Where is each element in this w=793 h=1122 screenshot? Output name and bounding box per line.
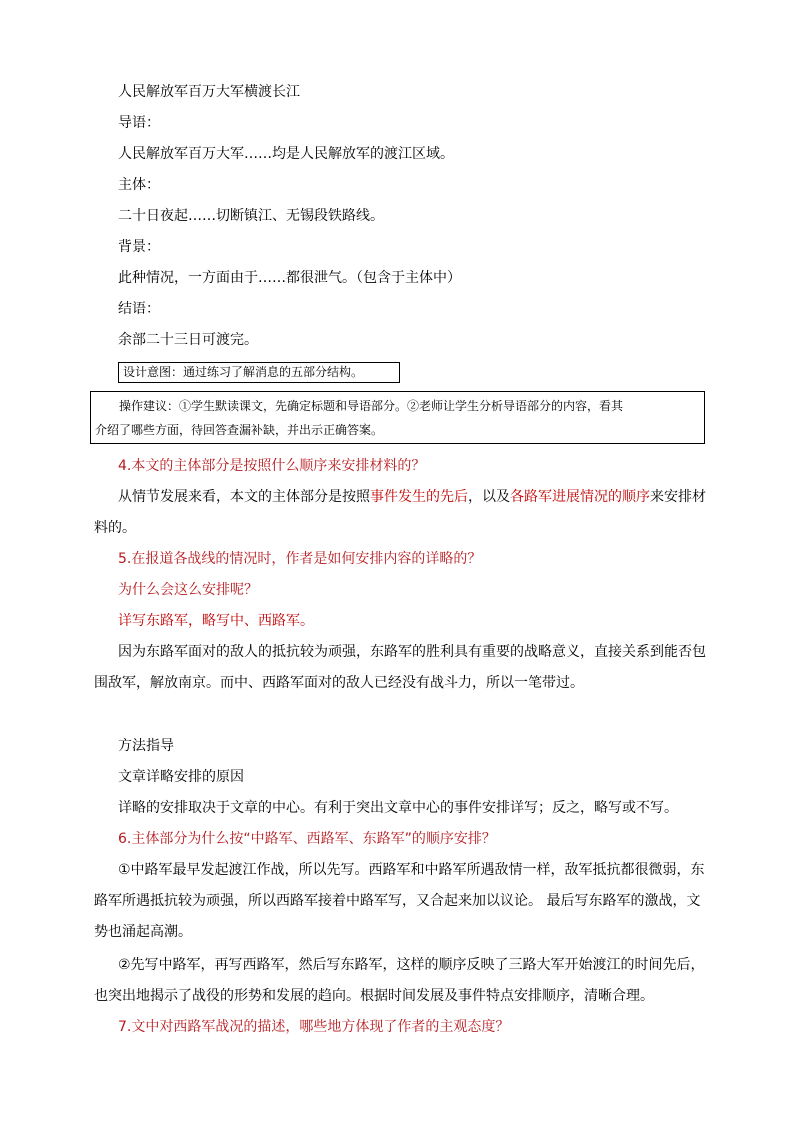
answer-4-text: ，以及 xyxy=(468,489,510,505)
answer-5-line-2: 围敌军，解放南京。而中、西路军面对的敌人已经没有战斗力，所以一笔带过。 xyxy=(94,675,584,691)
answer-4-highlight-2: 各路军进展情况的顺序 xyxy=(510,489,650,505)
method-subtitle: 文章详略安排的原因 xyxy=(118,769,244,785)
answer-5-line-1: 因为东路军面对的敌人的抵抗较为顽强，东路军的胜利具有重要的战略意义，直接关系到能否包 xyxy=(118,644,706,660)
operation-advice-box xyxy=(90,391,705,444)
ending-text: 余部二十三日可渡完。 xyxy=(118,332,258,348)
answer-4-line-2: 料的。 xyxy=(94,520,136,536)
question-4: 4.本文的主体部分是按照什么顺序来安排材料的？ xyxy=(118,458,426,474)
answer-4-text: 来安排材 xyxy=(650,489,706,505)
answer-6-2-line-1: ②先写中路军，再写西路军，然后写东路军，这样的顺序反映了三路大军开始渡江的时间先后， xyxy=(118,957,705,973)
method-text: 详略的安排取决于文章的中心。有利于突出文章中心的事件安排详写；反之，略写或不写。 xyxy=(118,800,678,816)
question-7: 7.文中对西路军战况的描述，哪些地方体现了作者的主观态度？ xyxy=(118,1019,510,1035)
answer-6-1-line-2: 路军所遇抵抗较为顽强，所以西路军接着中路军写，又合起来加以议论。 最后写东路军的激战，文 xyxy=(94,893,701,909)
background-text: 此种情况，一方面由于……都很泄气。（包含于主体中） xyxy=(118,270,461,286)
operation-advice-line-1: 操作建议：①学生默读课文，先确定标题和导语部分。②老师让学生分析导语部分的内容，看其 xyxy=(119,399,624,413)
answer-4-line-1 xyxy=(118,487,706,507)
answer-4-highlight-1: 事件发生的先后 xyxy=(370,489,468,505)
answer-5-highlight: 详写东路军，略写中、西路军。 xyxy=(118,613,314,629)
question-6: 6.主体部分为什么按“中路军、西路军、东路军”的顺序安排？ xyxy=(118,831,496,847)
design-intent-text: 设计意图：通过练习了解消息的五部分结构。 xyxy=(123,365,364,379)
label-intro: 导语： xyxy=(118,115,160,131)
answer-6-2-line-2: 也突出地揭示了战役的形势和发展的趋向。根据时间发展及事件特点安排顺序，清晰合理。 xyxy=(94,988,654,1004)
answer-4-text: 从情节发展来看，本文的主体部分是按照 xyxy=(118,489,370,505)
operation-advice-line-2: 介绍了哪些方面，待回答查漏补缺，并出示正确答案。 xyxy=(95,423,384,437)
label-ending: 结语： xyxy=(118,301,160,317)
intro-text: 人民解放军百万大军……均是人民解放军的渡江区域。 xyxy=(118,146,454,162)
question-5a: 5.在报道各战线的情况时，作者是如何安排内容的详略的？ xyxy=(118,551,482,567)
section-title: 人民解放军百万大军横渡长江 xyxy=(118,84,300,100)
design-intent-box xyxy=(118,362,400,383)
label-body: 主体： xyxy=(118,177,160,193)
label-background: 背景： xyxy=(118,239,160,255)
answer-6-1-line-3: 势也涌起高潮。 xyxy=(94,924,192,940)
body-text: 二十日夜起……切断镇江、无锡段铁路线。 xyxy=(118,208,384,224)
answer-6-1-line-1: ①中路军最早发起渡江作战，所以先写。西路军和中路军所遇敌情一样，敌军抵抗都很微弱，东 xyxy=(118,862,705,878)
method-title: 方法指导 xyxy=(118,738,174,754)
question-5b: 为什么会这么安排呢？ xyxy=(118,582,258,598)
